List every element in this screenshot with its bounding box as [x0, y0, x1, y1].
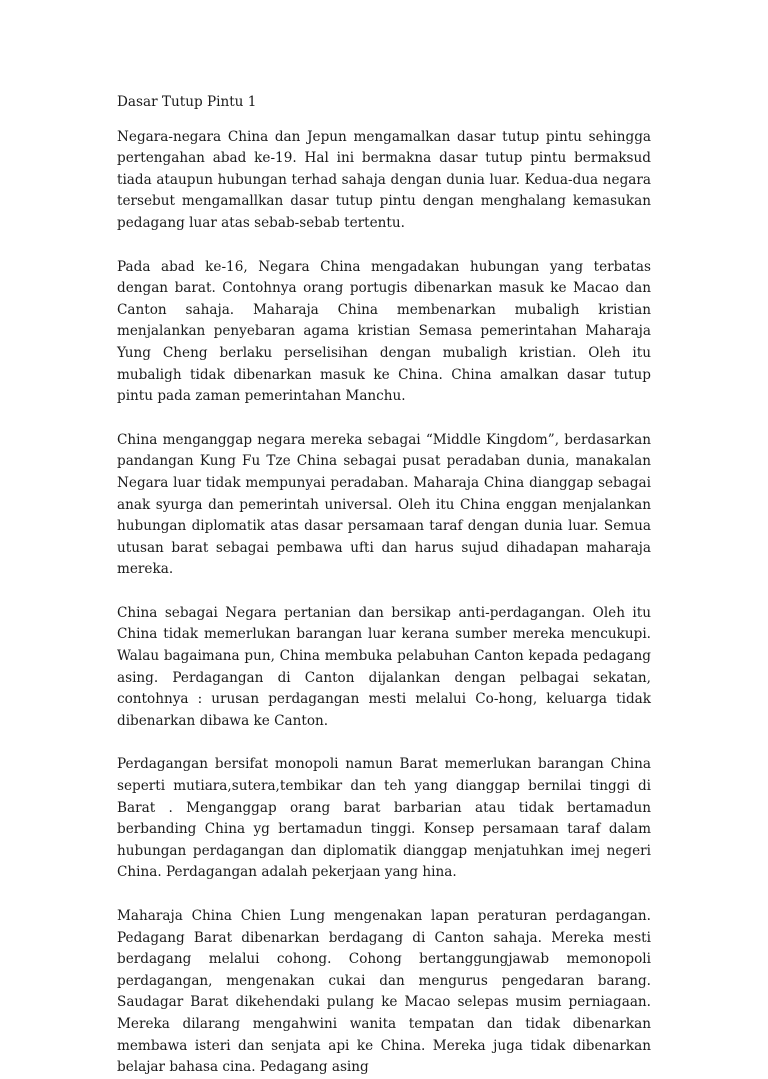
document-page	[117, 92, 651, 1079]
paragraph-2: Pada abad ke-16, Negara China mengadakan hubungan yang terbatas dengan barat. Contohnya orang portugis dibenarkan masuk ke Macao dan Canton sahaja. Maharaja China membenarkan mubaligh kristian menjalankan penyebaran agama kristian Semasa pemerintahan Maharaja Yung Cheng berlaku perselisihan dengan mubaligh kristian. Oleh itu mubaligh tidak dibenarkan masuk ke China. China amalkan dasar tutup pintu pada zaman pemerintahan Manchu.	[117, 258, 651, 405]
paragraph-1: Negara-negara China dan Jepun mengamalkan dasar tutup pintu sehingga pertengahan abad ke-19. Hal ini bermakna dasar tutup pintu bermaksud tiada ataupun hubungan terhad sahaja dengan dunia luar. Kedua-dua negara tersebut mengamallkan dasar tutup pintu dengan menghalang kemasukan pedagang luar atas sebab-sebab tertentu.	[117, 128, 651, 231]
paragraph-3: China menganggap negara mereka sebagai “Middle Kingdom”, berdasarkan pandangan Kung Fu Tze China sebagai pusat peradaban dunia, manakalan Negara luar tidak mempunyai peradaban. Maharaja China dianggap sebagai anak syurga dan pemerintah universal. Oleh itu China enggan menjalankan hubungan diplomatik atas dasar persamaan taraf dengan dunia luar. Semua utusan barat sebagai pembawa ufti dan harus sujud dihadapan maharaja mereka.	[117, 431, 651, 578]
document-title: Dasar Tutup Pintu 1	[117, 94, 257, 110]
paragraph-4: China sebagai Negara pertanian dan bersikap anti-perdagangan. Oleh itu China tidak memerlukan barangan luar kerana sumber mereka mencukupi. Walau bagaimana pun, China membuka pelabuhan Canton kepada pedagang asing. Perdagangan di Canton dijalankan dengan pelbagai sekatan, contohnya : urusan perdagangan mesti melalui Co-hong, keluarga tidak dibenarkan dibawa ke Canton.	[117, 604, 651, 729]
paragraph-5: Perdagangan bersifat monopoli namun Barat memerlukan barangan China seperti mutiara,sutera,tembikar dan teh yang dianggap bernilai tinggi di Barat . Menganggap orang barat barbarian atau tidak bertamadun berbanding China yg bertamadun tinggi. Konsep persamaan taraf dalam hubungan perdagangan dan diplomatik dianggap menjatuhkan imej negeri China. Perdagangan adalah pekerjaan yang hina.	[117, 756, 651, 881]
paragraph-6: Maharaja China Chien Lung mengenakan lapan peraturan perdagangan. Pedagang Barat dibenarkan berdagang di Canton sahaja. Mereka mesti berdagang melalui cohong. Cohong bertanggungjawab memonopoli perdagangan, mengenakan cukai dan mengurus pengedaran barang. Saudagar Barat dikehendaki pulang ke Macao selepas musim perniagaan. Mereka dilarang mengahwini wanita tempatan dan tidak dibenarkan membawa isteri dan senjata api ke China. Mereka juga tidak dibenarkan belajar bahasa cina. Pedagang asing	[117, 908, 651, 1076]
